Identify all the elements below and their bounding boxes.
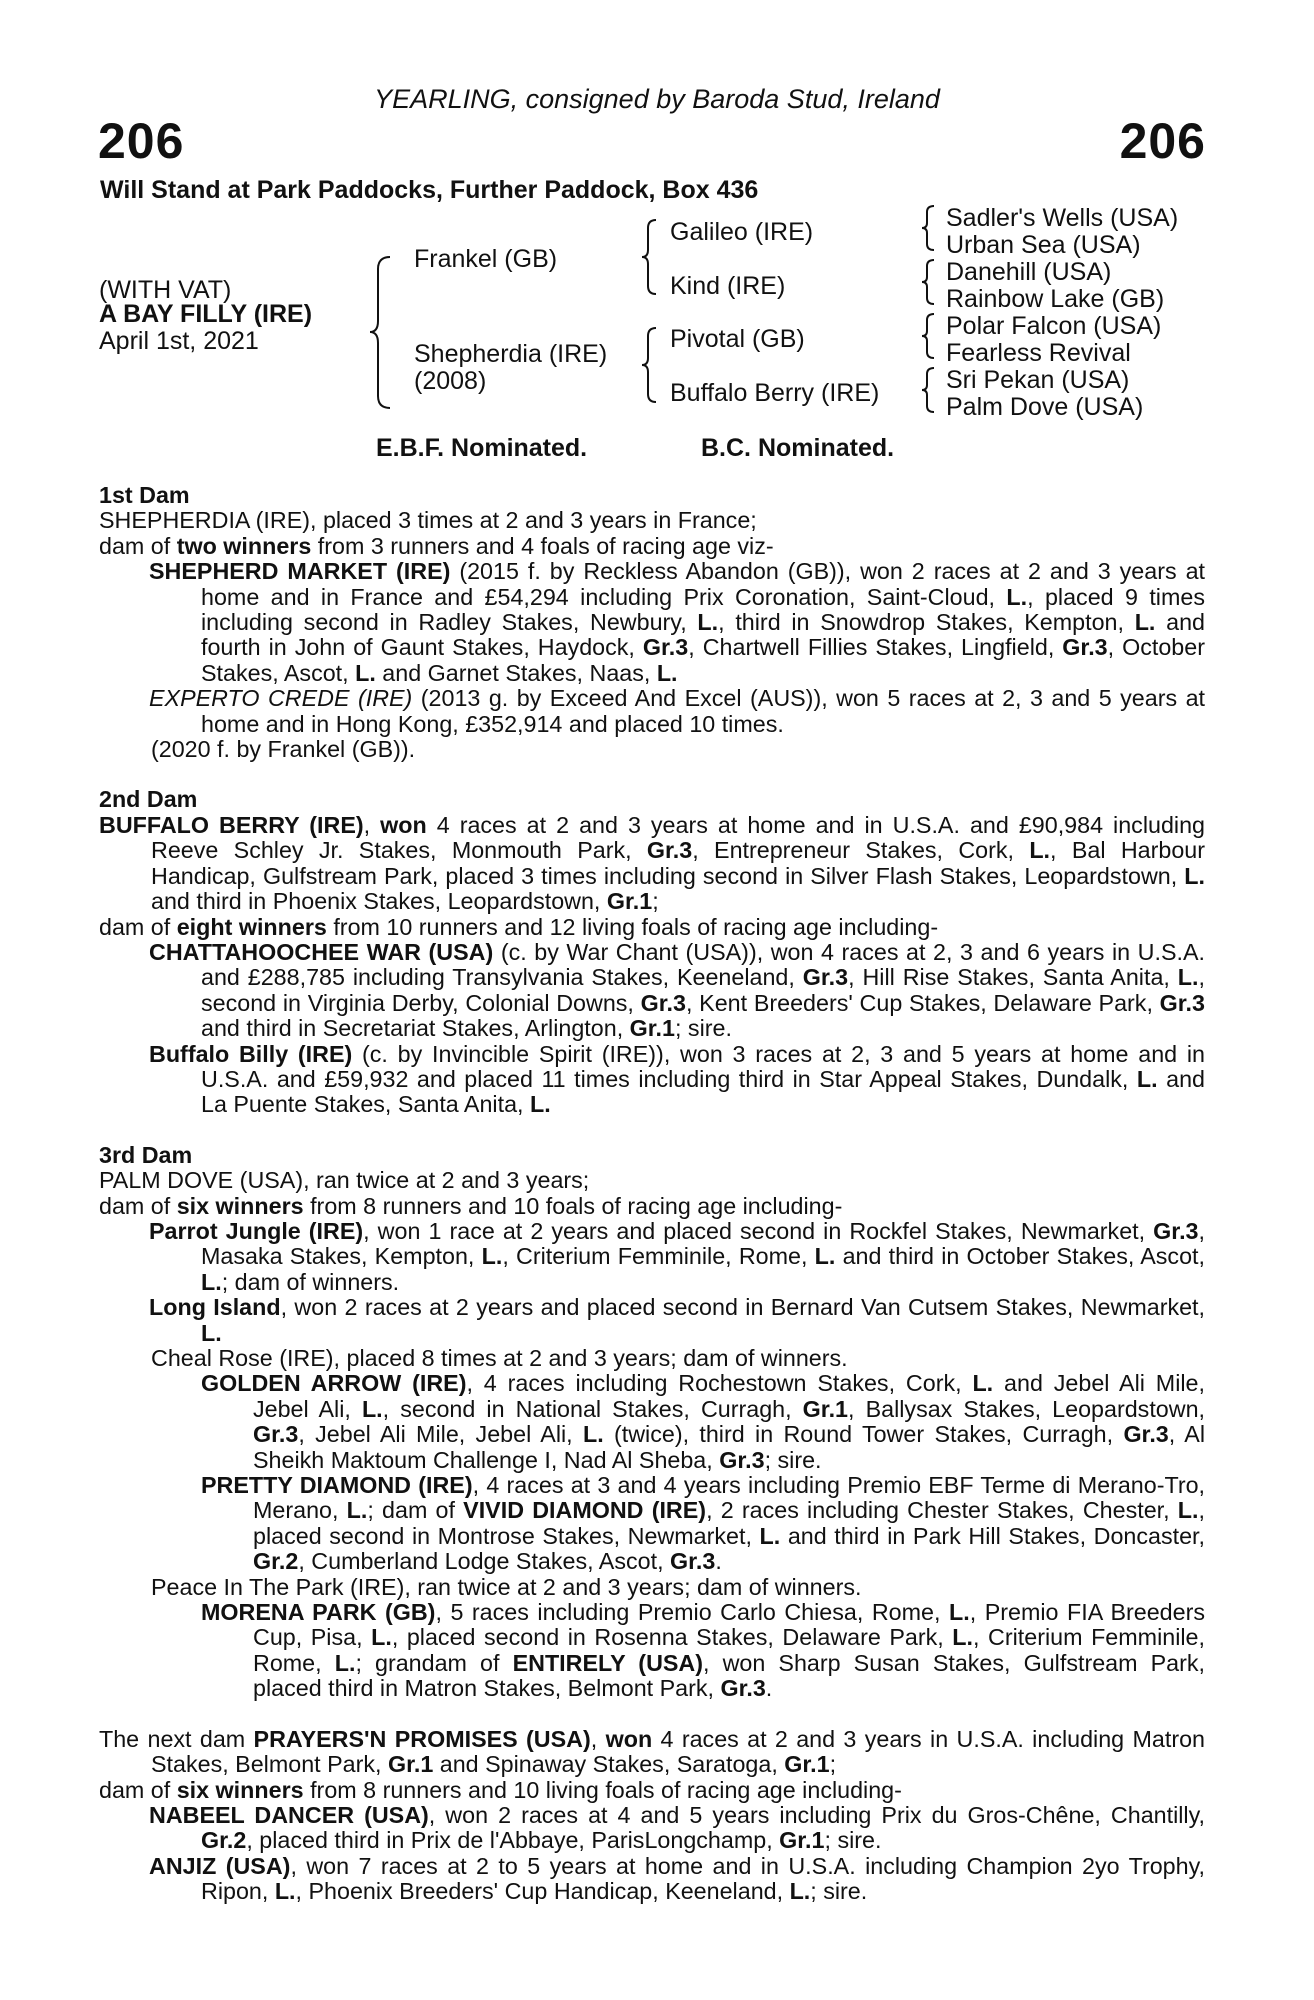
bold-run: L. xyxy=(355,659,376,686)
text-run: The next dam xyxy=(99,1725,254,1752)
text-run: , October Stakes, Ascot, xyxy=(201,634,1205,686)
text-run: from 10 runners and 12 living foals of racing age including- xyxy=(326,913,939,940)
winners-count: two winners xyxy=(176,532,312,559)
bold-run: L. xyxy=(1006,583,1028,610)
text-run: , Ballysax Stakes, Leopardstown, xyxy=(848,1395,1205,1422)
text-run: and La Puente Stakes, Santa Anita, xyxy=(201,1065,1206,1118)
text-run: . xyxy=(765,1675,773,1702)
bold-run: Gr.3 xyxy=(802,964,849,991)
first-dam-produce-line xyxy=(99,534,1205,559)
produce-entry xyxy=(99,1854,1205,1905)
bold-run: Gr.3 xyxy=(646,837,693,864)
pedigree-brace xyxy=(920,258,938,306)
bold-run: L. xyxy=(582,1421,604,1448)
foaling-date: April 1st, 2021 xyxy=(99,327,259,355)
bold-run: L. xyxy=(759,1522,781,1549)
text-run: 4 races at 2 and 3 years in U.S.A. including Matron Stakes, Belmont Park, xyxy=(151,1725,1205,1778)
text-run: , placed third in Prix de l'Abbaye, ParisLongchamp, xyxy=(246,1827,780,1854)
bold-run: Gr.3 xyxy=(720,1675,766,1702)
bold-run: Gr.3 xyxy=(1062,634,1108,661)
text-run: , Cumberland Lodge Stakes, Ascot, xyxy=(298,1548,671,1575)
bold-run: L. xyxy=(201,1319,222,1346)
produce-entry: Cheal Rose (IRE), placed 8 times at 2 and 3 years; dam of winners. xyxy=(151,1345,848,1371)
text-run: and third in Secretariat Stakes, Arlington, xyxy=(201,1015,630,1042)
text-run: , won Sharp Susan Stakes, Gulfstream Park, placed third in Matron Stakes, Belmont Park, xyxy=(253,1649,1205,1702)
bold-run: CHATTAHOOCHEE WAR (USA) xyxy=(149,938,494,965)
text-run: ; sire. xyxy=(764,1446,822,1473)
ss-sire: Sadler's Wells (USA) xyxy=(946,204,1179,232)
next-dam-produce-line xyxy=(99,1778,1205,1803)
bold-run: L. xyxy=(948,1599,970,1626)
text-run: 4 races at 2 and 3 years at home and in U.S.A. and £90,984 including Reeve Schley Jr. Stakes, Monmouth Park, xyxy=(151,811,1206,864)
stand-location: Will Stand at Park Paddocks, Further Paddock, Box 436 xyxy=(100,176,759,204)
bold-run: NABEEL DANCER (USA) xyxy=(149,1801,429,1828)
text-run: from 8 runners and 10 foals of racing age including- xyxy=(303,1192,843,1219)
lot-number-right: 206 xyxy=(1119,113,1206,169)
bold-run: Gr.3 xyxy=(719,1446,765,1473)
text-run: ; sire. xyxy=(810,1878,868,1905)
bold-run: Gr.1 xyxy=(779,1827,825,1854)
sd-dam: Rainbow Lake (GB) xyxy=(946,285,1165,313)
text-run: , Hill Rise Stakes, Santa Anita, xyxy=(848,964,1178,991)
produce-entry xyxy=(99,940,1205,1042)
dam-year: (2008) xyxy=(414,367,487,395)
text-run: dam of xyxy=(99,913,177,940)
ds-dam: Fearless Revival xyxy=(946,339,1131,367)
text-run: , Bal Harbour Handicap, Gulfstream Park, placed 3 times including second in Silver Flash Stakes, Leopardstown, xyxy=(151,837,1205,889)
text-run: , third in Snowdrop Stakes, Kempton, xyxy=(718,609,1135,636)
produce-entry xyxy=(99,686,1205,737)
dam-sire: Pivotal (GB) xyxy=(670,325,805,353)
text-run: (twice), third in Round Tower Stakes, Curragh, xyxy=(603,1421,1124,1448)
text-run: and fourth in John of Gaunt Stakes, Haydock, xyxy=(201,609,1206,661)
sire-sire: Galileo (IRE) xyxy=(670,218,814,246)
text-run: , won 1 race at 2 years and placed second in Rockfel Stakes, Newmarket, xyxy=(363,1217,1154,1244)
bold-run: MORENA PARK (GB) xyxy=(201,1599,436,1626)
bold-run: Gr.3 xyxy=(670,1548,716,1575)
bold-run: L. xyxy=(1134,609,1156,636)
sire-name: Frankel (GB) xyxy=(414,245,558,273)
bold-run: Gr.3 xyxy=(1153,1217,1199,1244)
bold-run: L. xyxy=(481,1243,503,1270)
text-run: , xyxy=(363,811,381,838)
bold-run: won xyxy=(380,811,427,838)
text-run: , Premio FIA Breeders Cup, Pisa, xyxy=(253,1599,1205,1651)
text-run: ; dam of winners. xyxy=(221,1268,400,1295)
bold-run: L. xyxy=(346,1497,368,1524)
text-run: , won 2 races at 2 years and placed second in Bernard Van Cutsem Stakes, Newmarket, xyxy=(280,1294,1206,1321)
bold-run: L. xyxy=(334,1649,356,1676)
pedigree-brace xyxy=(920,312,938,360)
bold-run: L. xyxy=(274,1878,296,1905)
text-run: (2015 f. by Reckless Abandon (GB)), won 2 races at 2 and 3 years at home and in France and £54,294 including Prix Coronation, Saint-Cloud, xyxy=(201,558,1206,610)
text-run: (2013 g. by Exceed And Excel (AUS)), won 5 races at 2, 3 and 5 years at home and in Hong Kong, £352,914 and placed 10 times. xyxy=(201,685,1206,737)
text-run: , Masaka Stakes, Kempton, xyxy=(201,1217,1205,1270)
text-run: and Spinaway Stakes, Saratoga, xyxy=(433,1751,785,1778)
pedigree-brace xyxy=(920,204,938,252)
winners-count: eight winners xyxy=(176,913,327,940)
winners-count: six winners xyxy=(176,1776,304,1803)
text-run: , 2 races including Chester Stakes, Chester, xyxy=(706,1497,1178,1524)
grand-produce-entry xyxy=(99,1473,1205,1575)
text-run: and Jebel Ali Mile, Jebel Ali, xyxy=(253,1370,1205,1422)
bold-run: L. xyxy=(814,1243,836,1270)
produce-entry xyxy=(99,1042,1205,1118)
bold-run: ENTIRELY (USA) xyxy=(512,1649,704,1676)
text-run: , Kent Breeders' Cup Stakes, Delaware Park, xyxy=(685,989,1160,1016)
catalogue-body xyxy=(99,483,1205,1905)
produce-entry xyxy=(99,1219,1205,1295)
bold-run: Gr.3 xyxy=(1159,989,1205,1016)
text-run: ; grandam of xyxy=(355,1649,513,1676)
bold-run: VIVID DIAMOND (IRE) xyxy=(463,1497,707,1524)
text-run: ; xyxy=(652,888,659,915)
bold-run: L. xyxy=(201,1268,222,1295)
text-run: ; xyxy=(829,1751,837,1778)
text-run: , placed 9 times including second in Radley Stakes, Newbury, xyxy=(201,583,1205,636)
bc-nomination: B.C. Nominated. xyxy=(701,434,895,462)
bold-run: Gr.2 xyxy=(253,1548,299,1575)
pedigree-brace xyxy=(640,218,662,296)
third-dam-heading: 3rd Dam xyxy=(99,1141,193,1168)
text-run: from 8 runners and 10 living foals of racing age including- xyxy=(303,1776,902,1803)
consignment-header: YEARLING, consigned by Baroda Stud, Ireland xyxy=(374,84,940,114)
ss-dam: Urban Sea (USA) xyxy=(946,231,1141,259)
third-dam-line: PALM DOVE (USA), ran twice at 2 and 3 years; xyxy=(99,1167,590,1194)
dam-name: Shepherdia (IRE) xyxy=(414,340,608,368)
bold-run: Gr.1 xyxy=(387,1751,434,1778)
text-run: ; sire. xyxy=(674,1015,732,1042)
text-run: (c. by Invincible Spirit (IRE)), won 3 races at 2, 3 and 5 years at home and in U.S.A. and £59,932 and placed 11 times including third in Star Appeal Stakes, Dundalk, xyxy=(201,1040,1205,1092)
grand-produce-entry xyxy=(99,1600,1205,1702)
text-run: and third in Park Hill Stakes, Doncaster, xyxy=(780,1522,1206,1549)
lot-name: A BAY FILLY (IRE) xyxy=(99,300,313,328)
text-run: , Phoenix Breeders' Cup Handicap, Keeneland, xyxy=(295,1878,790,1905)
text-run: , Entrepreneur Stakes, Cork, xyxy=(692,837,1030,864)
first-dam-heading: 1st Dam xyxy=(99,482,190,508)
produce-entry xyxy=(99,1295,1205,1346)
bold-run: L. xyxy=(789,1878,811,1905)
ebf-nomination: E.B.F. Nominated. xyxy=(376,434,588,462)
third-dam-produce-line xyxy=(99,1194,1205,1219)
bold-run: Gr.3 xyxy=(1123,1421,1169,1448)
bold-run: BUFFALO BERRY (IRE) xyxy=(99,811,364,838)
text-run: , 4 races including Rochestown Stakes, Cork, xyxy=(466,1370,973,1397)
dd-sire: Sri Pekan (USA) xyxy=(946,366,1130,394)
text-run: , won 7 races at 2 to 5 years at home and in U.S.A. including Champion 2yo Trophy, Ripon, xyxy=(201,1852,1205,1905)
text-run: , Jebel Ali Mile, Jebel Ali, xyxy=(298,1421,583,1448)
bold-run: Buffalo Billy (IRE) xyxy=(149,1040,353,1067)
text-run: dam of xyxy=(99,1192,177,1219)
text-run: and Garnet Stakes, Naas, xyxy=(375,659,657,686)
italic-run: EXPERTO CREDE (IRE) xyxy=(149,685,413,712)
text-run: dam of xyxy=(99,532,177,559)
sire-dam: Kind (IRE) xyxy=(670,272,786,300)
bold-run: L. xyxy=(656,659,678,686)
bold-run: L. xyxy=(361,1395,383,1422)
bold-run: L. xyxy=(697,609,719,636)
first-dam-line: SHEPHERDIA (IRE), placed 3 times at 2 and 3 years in France; xyxy=(99,507,757,534)
text-run: , Chartwell Fillies Stakes, Lingfield, xyxy=(688,634,1063,661)
vat-note: (WITH VAT) xyxy=(99,276,232,304)
bold-run: L. xyxy=(1184,862,1205,889)
lot-number-left: 206 xyxy=(98,113,185,169)
text-run: , Criterium Femminile, Rome, xyxy=(502,1243,815,1270)
bold-run: L. xyxy=(952,1624,974,1651)
bold-run: L. xyxy=(371,1624,392,1651)
second-dam-produce-line xyxy=(99,915,1205,940)
dd-dam: Palm Dove (USA) xyxy=(946,393,1144,421)
produce-entry xyxy=(99,559,1205,686)
sd-sire: Danehill (USA) xyxy=(946,258,1112,286)
pedigree-brace xyxy=(920,366,938,414)
bold-run: PRETTY DIAMOND (IRE) xyxy=(201,1472,473,1499)
bold-run: SHEPHERD MARKET (IRE) xyxy=(149,558,451,585)
text-run: , second in National Stakes, Curragh, xyxy=(382,1395,803,1422)
bold-run: L. xyxy=(972,1370,994,1397)
text-run: , Criterium Femminile, Rome, xyxy=(253,1624,1205,1676)
bold-run: L. xyxy=(1177,964,1199,991)
bold-run: Gr.3 xyxy=(642,634,689,661)
dam-dam: Buffalo Berry (IRE) xyxy=(670,379,880,407)
bold-run: Gr.3 xyxy=(640,989,686,1016)
text-run: dam of xyxy=(99,1776,177,1803)
text-run: , 5 races including Premio Carlo Chiesa, Rome, xyxy=(435,1599,949,1626)
produce-entry: (2020 f. by Frankel (GB)). xyxy=(151,736,416,763)
text-run: , placed second in Montrose Stakes, Newmarket, xyxy=(253,1497,1205,1549)
bold-run: Gr.2 xyxy=(201,1827,247,1854)
bold-run: L. xyxy=(1029,837,1051,864)
text-run: , Al Sheikh Maktoum Challenge I, Nad Al Sheba, xyxy=(253,1421,1205,1473)
text-run: ; sire. xyxy=(824,1827,882,1854)
bold-run: ANJIZ (USA) xyxy=(149,1852,291,1879)
bold-run: Gr.1 xyxy=(606,888,653,915)
bold-run: L. xyxy=(529,1091,551,1118)
bold-run: L. xyxy=(1177,1497,1199,1524)
next-dam-entry xyxy=(99,1727,1205,1778)
bold-run: won xyxy=(605,1725,653,1752)
bold-run: PRAYERS'N PROMISES (USA) xyxy=(253,1725,591,1752)
grand-produce-entry xyxy=(99,1371,1205,1473)
text-run: and third in Phoenix Stakes, Leopardstown, xyxy=(151,888,607,915)
bold-run: Gr.1 xyxy=(802,1395,849,1422)
bold-run: Gr.1 xyxy=(629,1015,675,1042)
text-run: . xyxy=(715,1548,722,1575)
second-dam-entry xyxy=(99,813,1205,915)
text-run: , second in Virginia Derby, Colonial Downs, xyxy=(201,964,1205,1016)
pedigree-brace xyxy=(368,255,398,410)
text-run: , won 2 races at 4 and 5 years including Prix du Gros-Chêne, Chantilly, xyxy=(428,1801,1206,1828)
winners-count: six winners xyxy=(176,1192,304,1219)
pedigree-brace xyxy=(640,326,662,404)
ds-sire: Polar Falcon (USA) xyxy=(946,312,1162,340)
bold-run: Parrot Jungle (IRE) xyxy=(149,1217,364,1244)
bold-run: L. xyxy=(1136,1065,1158,1092)
produce-entry xyxy=(99,1803,1205,1854)
text-run: , placed second in Rosenna Stakes, Delaware Park, xyxy=(391,1624,953,1651)
text-run: and third in October Stakes, Ascot, xyxy=(835,1243,1205,1270)
text-run: , xyxy=(590,1725,606,1752)
bold-run: GOLDEN ARROW (IRE) xyxy=(201,1370,467,1397)
produce-entry: Peace In The Park (IRE), ran twice at 2 and 3 years; dam of winners. xyxy=(151,1573,862,1600)
text-run: ; dam of xyxy=(367,1497,464,1524)
text-run: (c. by War Chant (USA)), won 4 races at 2, 3 and 6 years in U.S.A. and £288,785 including Transylvania Stakes, Keeneland, xyxy=(201,938,1205,991)
text-run: from 3 runners and 4 foals of racing age viz- xyxy=(311,532,774,559)
bold-run: Gr.3 xyxy=(253,1421,299,1448)
text-run: , 4 races at 3 and 4 years including Premio EBF Terme di Merano-Tro, Merano, xyxy=(253,1472,1206,1524)
second-dam-heading: 2nd Dam xyxy=(99,786,198,813)
bold-run: Long Island xyxy=(149,1294,281,1321)
bold-run: Gr.1 xyxy=(784,1751,830,1778)
